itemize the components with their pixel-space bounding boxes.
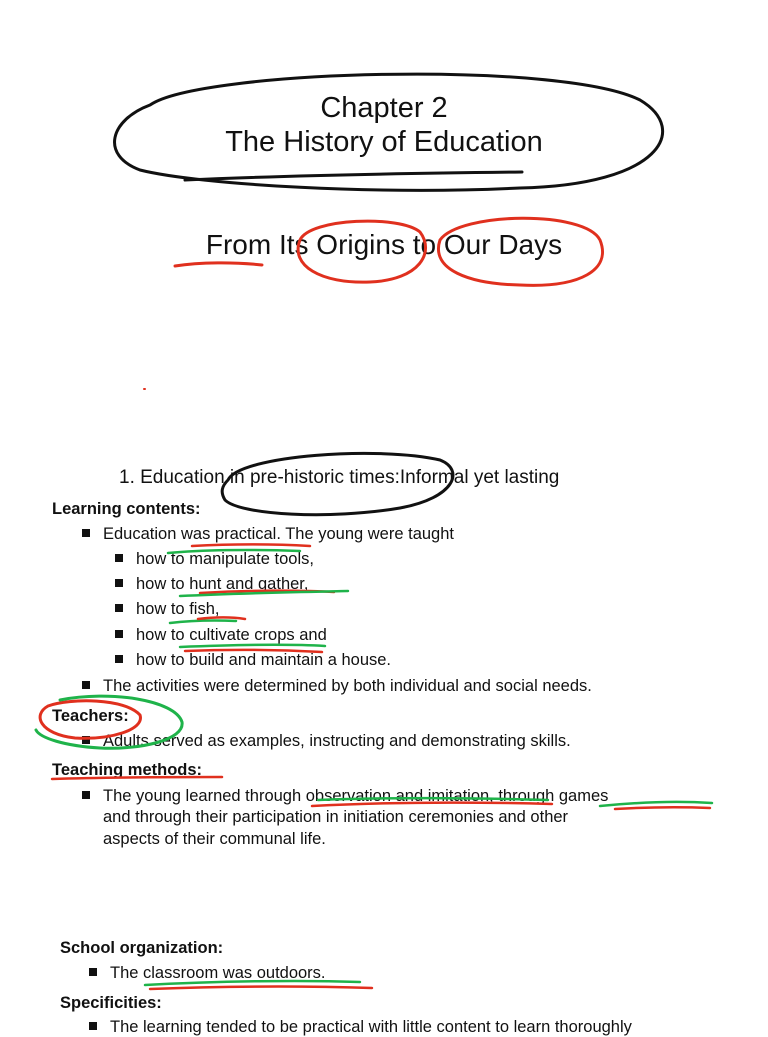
- practical-red-underline: [192, 545, 310, 547]
- methods-item-line: [82, 787, 608, 806]
- fish-green-underline: [170, 620, 236, 623]
- methods-item-text: The young learned through observation and imitation, through games: [103, 787, 609, 805]
- learning-item: [82, 525, 454, 544]
- sub-item: [115, 651, 391, 670]
- learning-item-text: Education was practical. The young were taught: [103, 525, 454, 543]
- bullet-icon: [115, 554, 123, 562]
- bullet-icon: [115, 630, 123, 638]
- classroom-red-underline: [150, 987, 372, 989]
- school-organization-item-text: The classroom was outdoors.: [110, 964, 326, 982]
- chapter-title: The History of Education: [225, 126, 543, 158]
- bullet-icon: [82, 736, 90, 744]
- bullet-icon: [82, 791, 90, 799]
- bullet-icon: [115, 604, 123, 612]
- bullet-icon: [115, 655, 123, 663]
- chapter-number: Chapter 2: [320, 92, 448, 124]
- learning-contents-label: Learning contents:: [52, 500, 201, 518]
- from-underline-annotation: [175, 263, 262, 266]
- sub-item: [115, 600, 219, 619]
- sub-item-text: how to cultivate crops and: [136, 626, 327, 644]
- specificities-label: Specificities:: [60, 994, 162, 1012]
- school-organization-label: School organization:: [60, 939, 224, 957]
- sub-item: [115, 626, 327, 645]
- methods-item-line: aspects of their communal life.: [103, 830, 326, 848]
- bullet-icon: [82, 529, 90, 537]
- specificities-item-text: The learning tended to be practical with little content to learn thoroughly: [110, 1018, 632, 1036]
- bullet-icon: [115, 579, 123, 587]
- sub-item-text: how to build and maintain a house.: [136, 651, 392, 669]
- title-underline-annotation: [185, 172, 522, 180]
- section-heading: [119, 467, 559, 489]
- sub-item: [115, 575, 308, 594]
- bullet-icon: [89, 968, 97, 976]
- section-heading-title: 1. Education in pre-historic times:: [119, 467, 400, 488]
- sub-item: [115, 550, 314, 569]
- teachers-item-text: Adults served as examples, instructing and demonstrating skills.: [103, 732, 571, 750]
- activities-item: [82, 677, 592, 696]
- section-heading-tail: Informal yet lasting: [399, 467, 560, 488]
- sub-item-text: how to fish,: [136, 600, 220, 618]
- games-red-underline: [615, 807, 710, 809]
- bullet-icon: [89, 1022, 97, 1030]
- sub-item-text: how to hunt and gather,: [136, 575, 309, 593]
- school-organization-item: [89, 964, 326, 983]
- sub-item-text: how to manipulate tools,: [136, 550, 314, 568]
- teachers-item: [82, 732, 571, 751]
- teachers-label: Teachers:: [52, 707, 129, 725]
- bullet-icon: [82, 681, 90, 689]
- cultivate-green-underline: [180, 645, 325, 647]
- activities-item-text: The activities were determined by both individual and social needs.: [103, 677, 592, 695]
- games-green-underline: [600, 802, 712, 806]
- teaching-methods-label: Teaching methods:: [52, 761, 203, 779]
- specificities-item: [89, 1018, 632, 1037]
- methods-item-line: and through their participation in initiation ceremonies and other: [103, 808, 569, 826]
- chapter-subtitle: From Its Origins to Our Days: [205, 229, 563, 260]
